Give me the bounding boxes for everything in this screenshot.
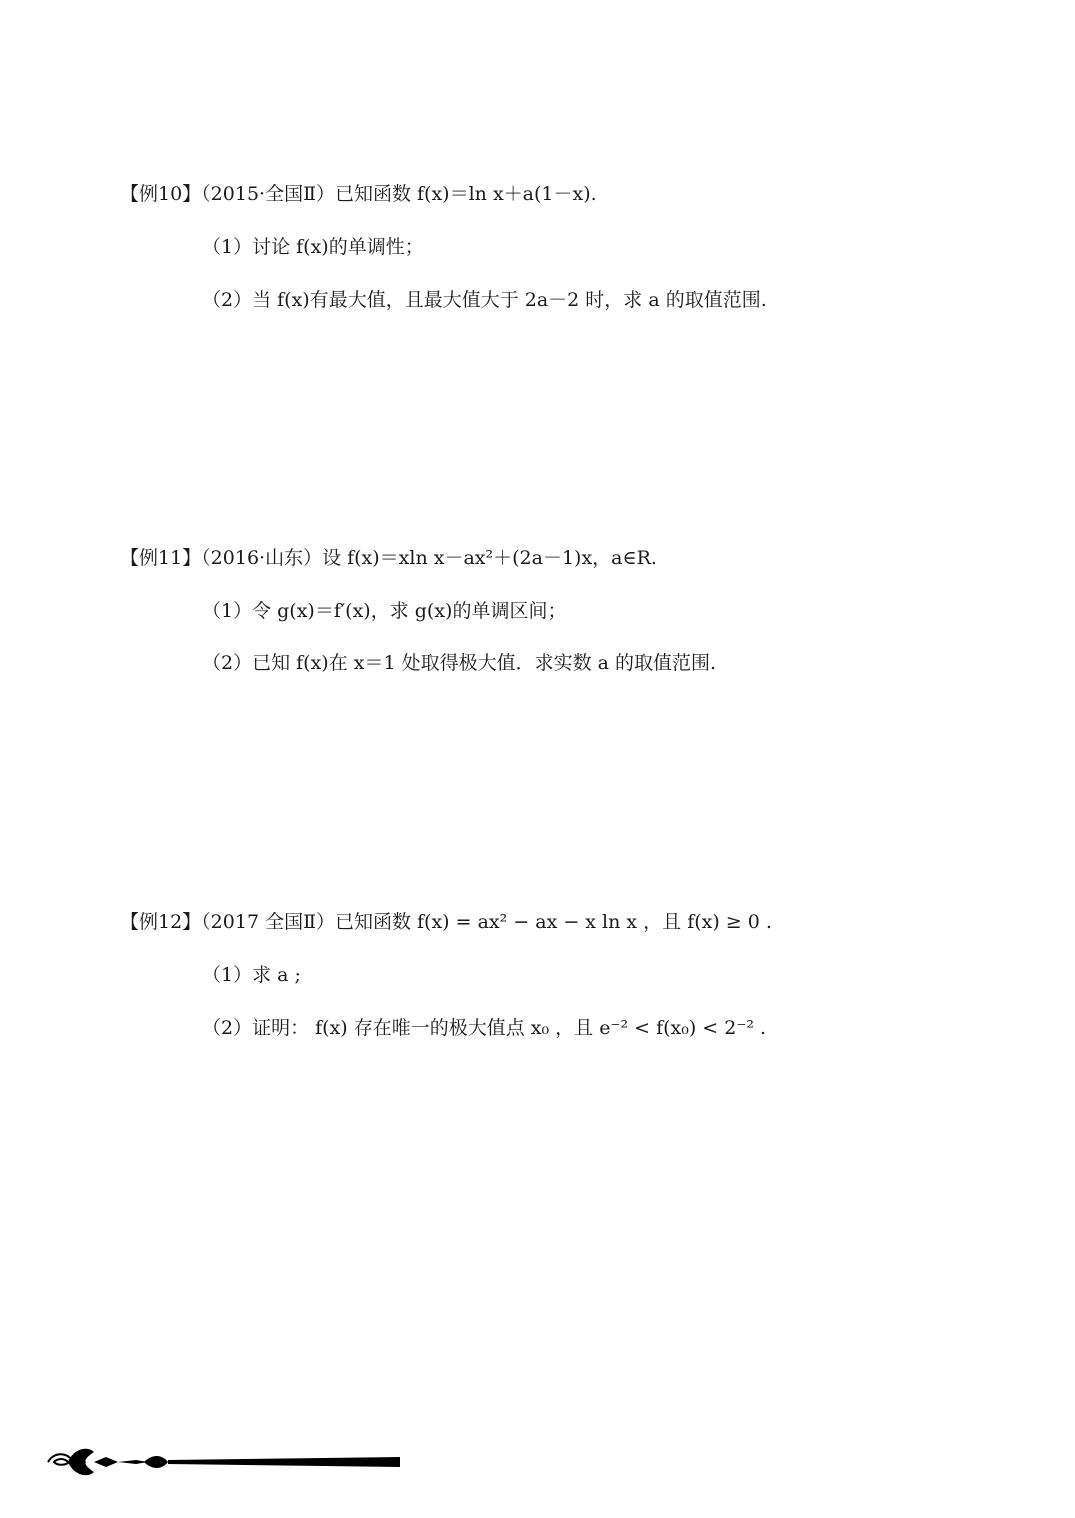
example-11-statement: 【例11】（2016·山东）设 f(x)＝xln x－ax²＋(2a－1)x，a∈R.: [120, 547, 657, 569]
example-12-part-2: （2）证明： f(x) 存在唯一的极大值点 x₀ ，且 e⁻² < f(x₀) < 2⁻² .: [202, 1017, 767, 1039]
example-10-part-1: （1）讨论 f(x)的单调性；: [202, 236, 424, 258]
example-12-statement: 【例12】（2017 全国Ⅱ）已知函数 f(x) = ax² − ax − x ln x ，且 f(x) ≥ 0 .: [120, 911, 772, 933]
footer-ornament-icon: [44, 1440, 406, 1484]
example-11-part-2: （2）已知 f(x)在 x＝1 处取得极大值．求实数 a 的取值范围.: [202, 652, 717, 674]
example-10-part-2: （2）当 f(x)有最大值，且最大值大于 2a－2 时，求 a 的取值范围.: [202, 289, 767, 311]
example-12-part-1: （1）求 a ;: [202, 964, 301, 986]
example-11-part-1: （1）令 g(x)＝f′(x)，求 g(x)的单调区间；: [202, 600, 567, 622]
example-10-statement: 【例10】（2015·全国Ⅱ）已知函数 f(x)＝ln x＋a(1－x).: [120, 183, 597, 205]
